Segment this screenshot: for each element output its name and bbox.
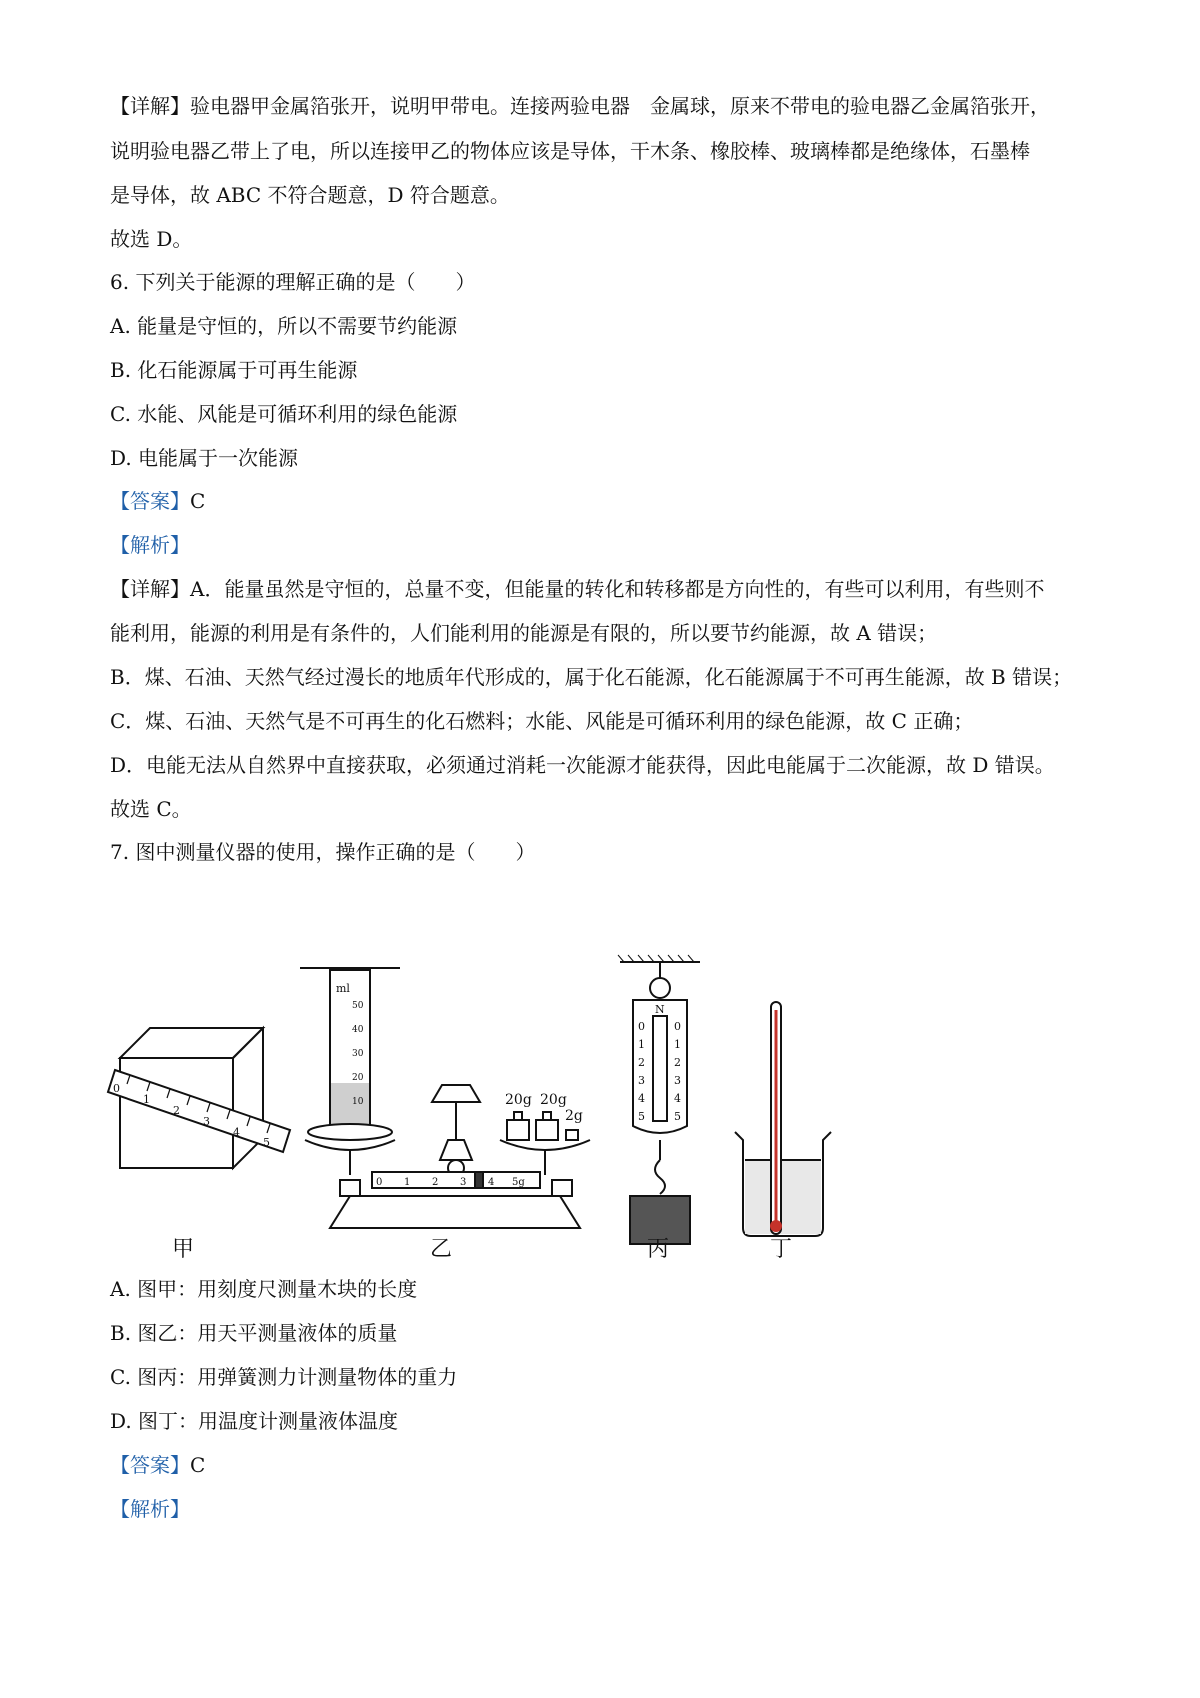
spring-tick-right: 1 xyxy=(674,1038,681,1051)
question-6-option-a: A. 能量是守恒的，所以不需要节约能源 xyxy=(110,314,458,338)
detail-line-2: 说明验电器乙带上了电，所以连接甲乙的物体应该是导体，干木条、橡胶棒、玻璃棒都是绝缘体，石墨棒 xyxy=(110,139,1030,163)
cylinder-tick-label: 10 xyxy=(352,1097,364,1107)
cylinder-tick-label: 50 xyxy=(352,1001,364,1011)
question-6-option-d: D. 电能属于一次能源 xyxy=(110,446,299,470)
detail-6-line-4: C．煤、石油、天然气是不可再生的化石燃料；水能、风能是可循环利用的绿色能源，故 C 正确； xyxy=(110,709,974,733)
question-7-option-b: B. 图乙：用天平测量液体的质量 xyxy=(110,1321,398,1345)
spring-tick-left: 0 xyxy=(638,1020,645,1033)
figure-caption-jia: 甲 xyxy=(172,1237,195,1262)
question-7-option-d: D. 图丁：用温度计测量液体温度 xyxy=(110,1409,399,1433)
spring-unit: N xyxy=(655,1003,665,1016)
spring-tick-right: 0 xyxy=(674,1020,681,1033)
question-6-stem: 6. 下列关于能源的理解正确的是（ ） xyxy=(110,270,476,294)
question-7-option-a: A. 图甲：用刻度尺测量木块的长度 xyxy=(110,1277,418,1301)
ruler-tick-label: 5 xyxy=(263,1136,270,1149)
beam-scale-label: 1 xyxy=(404,1177,411,1188)
figure-bing-spring-scale xyxy=(618,955,700,1244)
weight-label: 2g xyxy=(565,1108,583,1124)
question-7-option-c: C. 图丙：用弹簧测力计测量物体的重力 xyxy=(110,1365,458,1389)
spring-tick-right: 2 xyxy=(674,1056,681,1069)
detail-6-line-1: 【详解】A．能量虽然是守恒的，总量不变，但能量的转化和转移都是方向性的，有些可以利用，有些则不 xyxy=(110,577,1045,601)
answer-value: C xyxy=(190,1453,206,1477)
figure-ding-thermometer-beaker xyxy=(735,1002,831,1236)
detail-6-line-5: D．电能无法从自然界中直接获取，必须通过消耗一次能源才能获得，因此电能属于二次能源，故 D 错误。 xyxy=(110,753,1055,777)
figure-caption-bing: 丙 xyxy=(647,1237,670,1262)
ruler-tick-label: 2 xyxy=(173,1104,180,1117)
spring-tick-left: 3 xyxy=(638,1074,645,1087)
figure-caption-yi: 乙 xyxy=(430,1237,453,1262)
detail-6-line-3: B．煤、石油、天然气经过漫长的地质年代形成的，属于化石能源，化石能源属于不可再生能源，故 B 错误； xyxy=(110,665,1073,689)
weight-label: 20g xyxy=(540,1092,567,1108)
analysis-7-tag: 【解析】 xyxy=(110,1497,190,1521)
cylinder-unit: ml xyxy=(336,982,350,995)
detail-line-3: 是导体，故 ABC 不符合题意，D 符合题意。 xyxy=(110,183,510,207)
spring-tick-left: 1 xyxy=(638,1038,645,1051)
detail-6-line-2: 能利用，能源的利用是有条件的，人们能利用的能源是有限的，所以要节约能源，故 A 错误； xyxy=(110,621,938,645)
beam-scale-label: 0 xyxy=(376,1177,383,1188)
spring-tick-left: 2 xyxy=(638,1056,645,1069)
ruler-tick-label: 3 xyxy=(203,1115,210,1128)
spring-tick-right: 3 xyxy=(674,1074,681,1087)
cylinder-tick-label: 20 xyxy=(352,1073,364,1083)
beam-scale-label: 5g xyxy=(512,1177,525,1188)
answer-tag: 【答案】 xyxy=(110,489,190,513)
choice-conclusion-6: 故选 C。 xyxy=(110,797,192,821)
question-6-option-c: C. 水能、风能是可循环利用的绿色能源 xyxy=(110,402,458,426)
ruler-tick-label: 0 xyxy=(113,1082,120,1095)
ruler-tick-label: 1 xyxy=(143,1093,150,1106)
beam-scale-label: 4 xyxy=(488,1177,495,1188)
weight-label: 20g xyxy=(505,1092,532,1108)
question-6-option-b: B. 化石能源属于可再生能源 xyxy=(110,358,358,382)
beam-scale-label: 2 xyxy=(432,1177,439,1188)
answer-tag: 【答案】 xyxy=(110,1453,190,1477)
answer-7 xyxy=(110,1451,205,1479)
spring-tick-left: 5 xyxy=(638,1110,645,1123)
choice-conclusion-5: 故选 D。 xyxy=(110,227,193,251)
detail-line-1: 【详解】验电器甲金属箔张开，说明甲带电。连接两验电器 金属球，原来不带电的验电器乙金属箔张开， xyxy=(110,94,1050,118)
spring-tick-right: 5 xyxy=(674,1110,681,1123)
spring-tick-left: 4 xyxy=(638,1092,645,1105)
cylinder-tick-label: 30 xyxy=(352,1049,364,1059)
figure-caption-ding: 丁 xyxy=(770,1237,793,1262)
cylinder-tick-label: 40 xyxy=(352,1025,364,1035)
beam-scale-label: 3 xyxy=(460,1177,467,1188)
question-7-stem: 7. 图中测量仪器的使用，操作正确的是（ ） xyxy=(110,840,536,864)
ruler-tick-label: 4 xyxy=(233,1126,240,1139)
answer-value: C xyxy=(190,489,206,513)
spring-tick-right: 4 xyxy=(674,1092,681,1105)
analysis-6-tag: 【解析】 xyxy=(110,533,190,557)
